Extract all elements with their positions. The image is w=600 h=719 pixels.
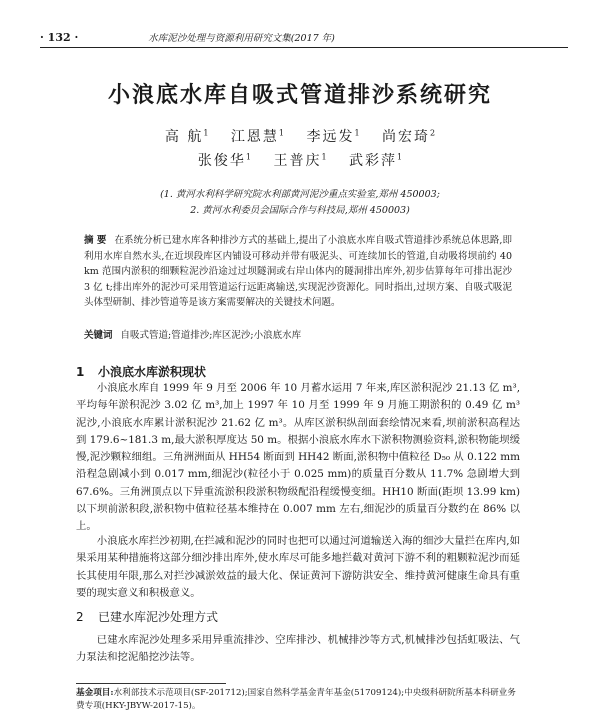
journal-name: 水库泥沙处理与资源利用研究文集(2017 年) <box>148 33 335 44</box>
section-number: 1 <box>76 365 85 379</box>
author-line-1 <box>0 126 600 146</box>
abstract <box>84 233 512 311</box>
affiliation-2: 2. 黄河水利委员会国际合作与科技局,郑州 450003) <box>190 205 410 216</box>
author: 李远发$^1$ <box>306 128 360 145</box>
footnote <box>76 687 520 713</box>
keywords-label: 关键词 <box>84 330 113 341</box>
abstract-text: 在系统分析已建水库各种排沙方式的基础上,提出了小浪底水库自吸式管道排沙系统总体思路,即利用水库自然水头,在近坝段库区内铺设可移动并带有吸泥头、可连续加长的管道,自动吸将坝前约 40 km 范围内淤积的细颗粒泥沙沿途过过坝隧洞或右岸山体内的隧洞排出库外,初步估算每年可排出泥沙 3 亿 t;排出库外的泥沙可采用管道运行远距离输送,实现泥沙资源化。同时指出,过坝方案、自吸式吸泥头体型研制、排沙管道等是该方案需要解决的关键技术问题。 <box>84 235 512 308</box>
page-number: · 132 · <box>40 31 79 44</box>
footnote-text: 水利部技术示范项目(SF-201712);国家自然科学基金青年基金(51709124);中央级科研院所基本科研业务费专项(HKY-JBYW-2017-15)。 <box>76 688 516 711</box>
footnote-label: 基金项目: <box>76 688 114 698</box>
section-number: 2 <box>76 610 84 624</box>
author: 王普庆$^1$ <box>273 152 327 169</box>
author: 张俊华$^1$ <box>197 152 251 169</box>
author: 尚宏琦$^2$ <box>382 128 436 145</box>
section-title: 已建水库泥沙处理方式 <box>98 610 219 624</box>
section-1-paragraph-2: 小浪底水库拦沙初期,在拦减和泥沙的同时也把可以通过河道输送入海的细沙大量拦在库内,如果采用某种措施将这部分细沙排出库外,使水库尽可能多地拦截对黄河下游不利的粗颗粒泥沙而延长其使用年限,那么对拦沙减淤效益的最大化、保证黄河下游防洪安全、维持黄河健康生命具有重要的现实意义和积极意义。 <box>76 535 520 599</box>
author: 江恩慧$^1$ <box>230 128 284 145</box>
author: 高 航$^1$ <box>164 128 209 145</box>
section-1-paragraph-1: 小浪底水库自 1999 年 9 月至 2006 年 10 月蓄水运用 7 年来,库区淤积泥沙 21.13 亿 m³,平均每年淤积泥沙 3.02 亿 m³,加上 1997 年 10 月至 1999 年 9 月施工期淤积的 0.49 亿 m³ 泥沙,小浪底水库累计淤积泥沙 21.62 亿 m³。从库区淤积纵剖面套绘情况来看,坝前淤积高程达到 179.6~181.3 m,最大淤积厚度达 50 m。根据小浪底水库水下淤积物测验资料,淤积物能坝缓慢,泥沙颗粒细组。三角洲洲面从 HH54 断面到 HH42 断面,淤积物中值粒径 D₅₀ 从 0.122 mm 沿程急剧减小到 0.017 mm,细泥沙(粒径小于 0.025 mm)的质量百分数从 11.7% 急剧增大到 67.6%。三角洲顶点以下异重流淤积段淤积物级配沿程缓慢变细。HH10 断面(距坝 13.99 km)以下坝前淤积段,淤积物中值粒径基本维持在 0.007 mm 左右,细泥沙的质量百分数约在 86% 以上。 <box>76 382 520 533</box>
abstract-label: 摘 要 <box>84 235 107 246</box>
running-header <box>40 30 568 48</box>
keywords-text: 自吸式管道;管道排沙;库区泥沙;小浪底水库 <box>120 330 302 341</box>
section-2-heading <box>76 608 218 625</box>
author: 武彩萍$^1$ <box>349 152 403 169</box>
section-2-paragraph-1: 已建水库泥沙处理多采用异重流排沙、空库排沙、机械排沙等方式,机械排沙包括虹吸法、气力泵法和挖泥船挖沙法等。 <box>76 634 520 664</box>
author-line-2 <box>0 150 600 170</box>
affiliation-1: (1. 黄河水利科学研究院水利部黄河泥沙重点实验室,郑州 450003; <box>160 189 440 200</box>
paper-title: 小浪底水库自吸式管道排沙系统研究 <box>107 83 492 108</box>
section-1-heading <box>76 363 206 380</box>
footnote-divider <box>76 683 226 684</box>
keywords <box>84 327 512 341</box>
section-title: 小浪底水库淤积现状 <box>98 365 207 379</box>
